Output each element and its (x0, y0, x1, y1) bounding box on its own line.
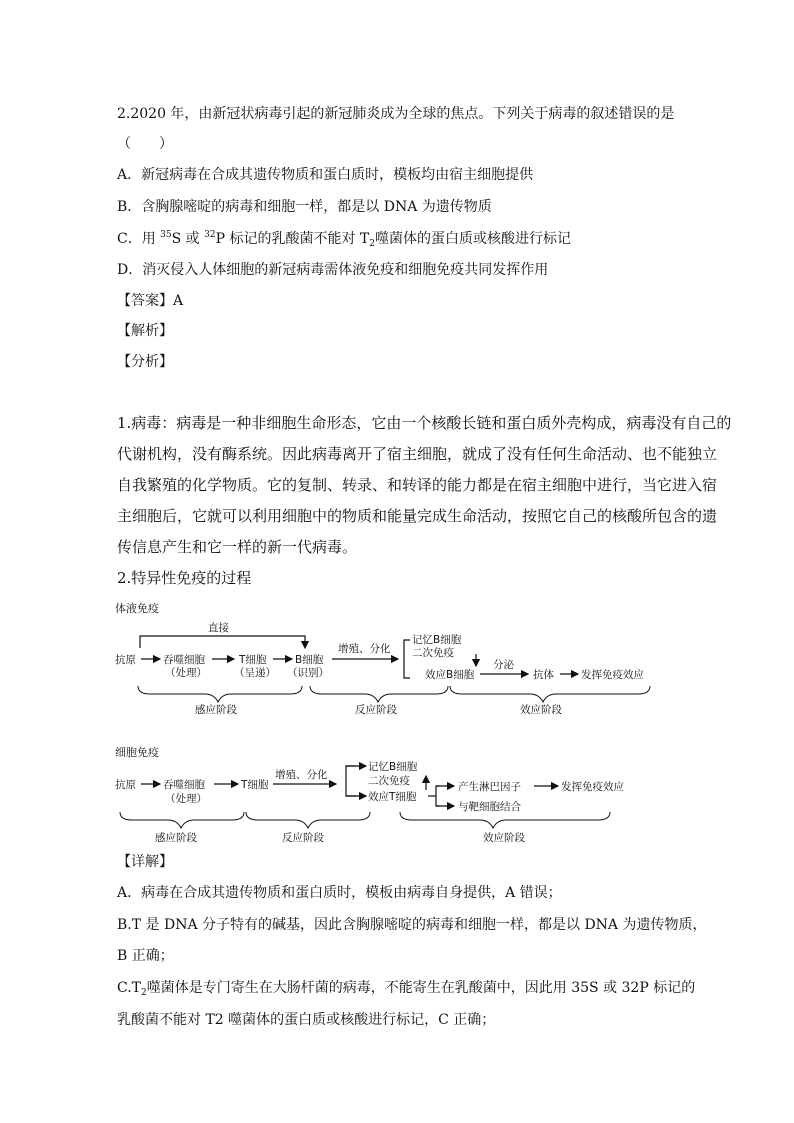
fenxi-label: 【分析】 (117, 354, 173, 370)
option-a: A．新冠病毒在合成其遗传物质和蛋白质时，模板均由宿主细胞提供 (117, 167, 534, 183)
second-label: 二次免疫 (368, 775, 410, 787)
direct-arrow (140, 636, 305, 648)
stage-brace (400, 812, 610, 828)
process-label: （处理） (165, 667, 207, 679)
antigen-label: 抗原 (115, 654, 136, 666)
answer-blank: （ ） (117, 136, 173, 152)
stage3-label: 效应阶段 (520, 704, 562, 716)
stage-brace (450, 686, 650, 702)
paragraph-line: 1.病毒：病毒是一种非细胞生命形态，它由一个核酸长链和蛋白质外壳构成，病毒没有自己的 (117, 414, 732, 432)
stage-brace (120, 812, 244, 828)
effect-label: 发挥免疫效应 (561, 781, 624, 793)
paragraph-line: 自我繁殖的化学物质。它的复制、转录、和转译的能力都是在宿主细胞中进行，当它进入宿 (117, 476, 718, 494)
prolif-label: 增殖、分化 (338, 643, 391, 655)
detail-label: 【详解】 (117, 854, 173, 870)
answer-line: 【答案】A (117, 293, 184, 309)
detail-c-line1: $C.T_2$噬菌体是专门寄生在大肠杆菌的病毒，不能寄生在乳酸菌中，因此用 35S 或 32P 标记的 (117, 980, 696, 998)
stage-brace (246, 812, 370, 828)
effect-label: 发挥免疫效应 (581, 669, 644, 681)
detail-c-line2: 乳酸菌不能对 T2 噬菌体的蛋白质或核酸进行标记，C 正确； (117, 1012, 496, 1028)
present-label: （呈递） (234, 667, 276, 679)
paragraph-line: 传信息产生和它一样的新一代病毒。 (117, 538, 358, 556)
detail-b-line1: B.T 是 DNA 分子特有的碱基，因此含胸腺嘧啶的病毒和细胞一样，都是以 DNA 为遗传物质， (117, 917, 707, 933)
antigen-label: 抗原 (115, 779, 136, 791)
stage1-label: 感应阶段 (155, 832, 197, 844)
paragraph-line: 主细胞后，它就可以利用细胞中的物质和能量完成生命活动，按照它自己的核酸所包含的遗 (117, 507, 718, 525)
prolif-label: 增殖、分化 (275, 769, 328, 781)
process-label: （处理） (165, 793, 207, 805)
cellular-immunity-diagram (110, 742, 670, 848)
branch-bracket (436, 786, 440, 806)
direct-label: 直接 (208, 622, 229, 634)
option-d: D．消灭侵入人体细胞的新冠病毒需体液免疫和细胞免疫共同发挥作用 (117, 262, 549, 278)
tcell-label: T细胞 (239, 654, 267, 666)
stage2-label: 反应阶段 (355, 704, 397, 716)
lymphokine-label: 产生淋巴因子 (458, 781, 521, 793)
virus-explanation (117, 408, 732, 563)
point2-heading: 2.特异性免疫的过程 (117, 569, 252, 587)
humoral-immunity-diagram (110, 598, 670, 718)
option-c: C．用 $^{35}$S 或 $^{32}$P 标记的乳酸菌不能对 $T_2$噬菌体的蛋白质或核酸进行标记 (117, 230, 571, 249)
branch-bracket (404, 640, 410, 678)
humoral-title: 体液免疫 (115, 602, 159, 615)
stage3-label: 效应阶段 (483, 832, 525, 844)
paragraph-line: 代谢机构，没有酶系统。因此病毒离开了宿主细胞，就成了没有任何生命活动、也不能独立 (117, 445, 718, 463)
analysis-label: 【解析】 (117, 323, 173, 339)
target-label: 与靶细胞结合 (458, 801, 521, 813)
stage-brace (138, 686, 302, 702)
effector-label: 效应T细胞 (368, 791, 417, 803)
bcell-label: B细胞 (295, 654, 324, 666)
tcell-label: T细胞 (241, 779, 269, 791)
memory-label: 记忆B细胞 (368, 761, 418, 773)
plasma-label: 效应B细胞 (425, 669, 475, 681)
stage1-label: 感应阶段 (195, 704, 237, 716)
secrete-label: 分泌 (493, 659, 514, 671)
option-b: B．含胸腺嘧啶的病毒和细胞一样，都是以 DNA 为遗传物质 (117, 199, 492, 215)
antibody-label: 抗体 (533, 669, 554, 681)
detail-a: A．病毒在合成其遗传物质和蛋白质时，模板由病毒自身提供，A 错误； (117, 885, 562, 901)
detail-b-line2: B 正确； (117, 948, 174, 964)
second-label: 二次免疫 (412, 647, 454, 659)
branch-bracket (346, 766, 356, 796)
stage2-label: 反应阶段 (282, 832, 324, 844)
question-stem: 2.2020 年，由新冠状病毒引起的新冠肺炎成为全球的焦点。下列关于病毒的叙述错误的是 (117, 106, 675, 122)
phagocyte-label: 吞噬细胞 (163, 654, 205, 666)
memory-label: 记忆B细胞 (412, 634, 462, 646)
recognize-label: （识别） (287, 667, 329, 679)
stage-brace (310, 686, 448, 702)
phagocyte-label: 吞噬细胞 (163, 779, 205, 791)
cellular-title: 细胞免疫 (115, 746, 159, 759)
